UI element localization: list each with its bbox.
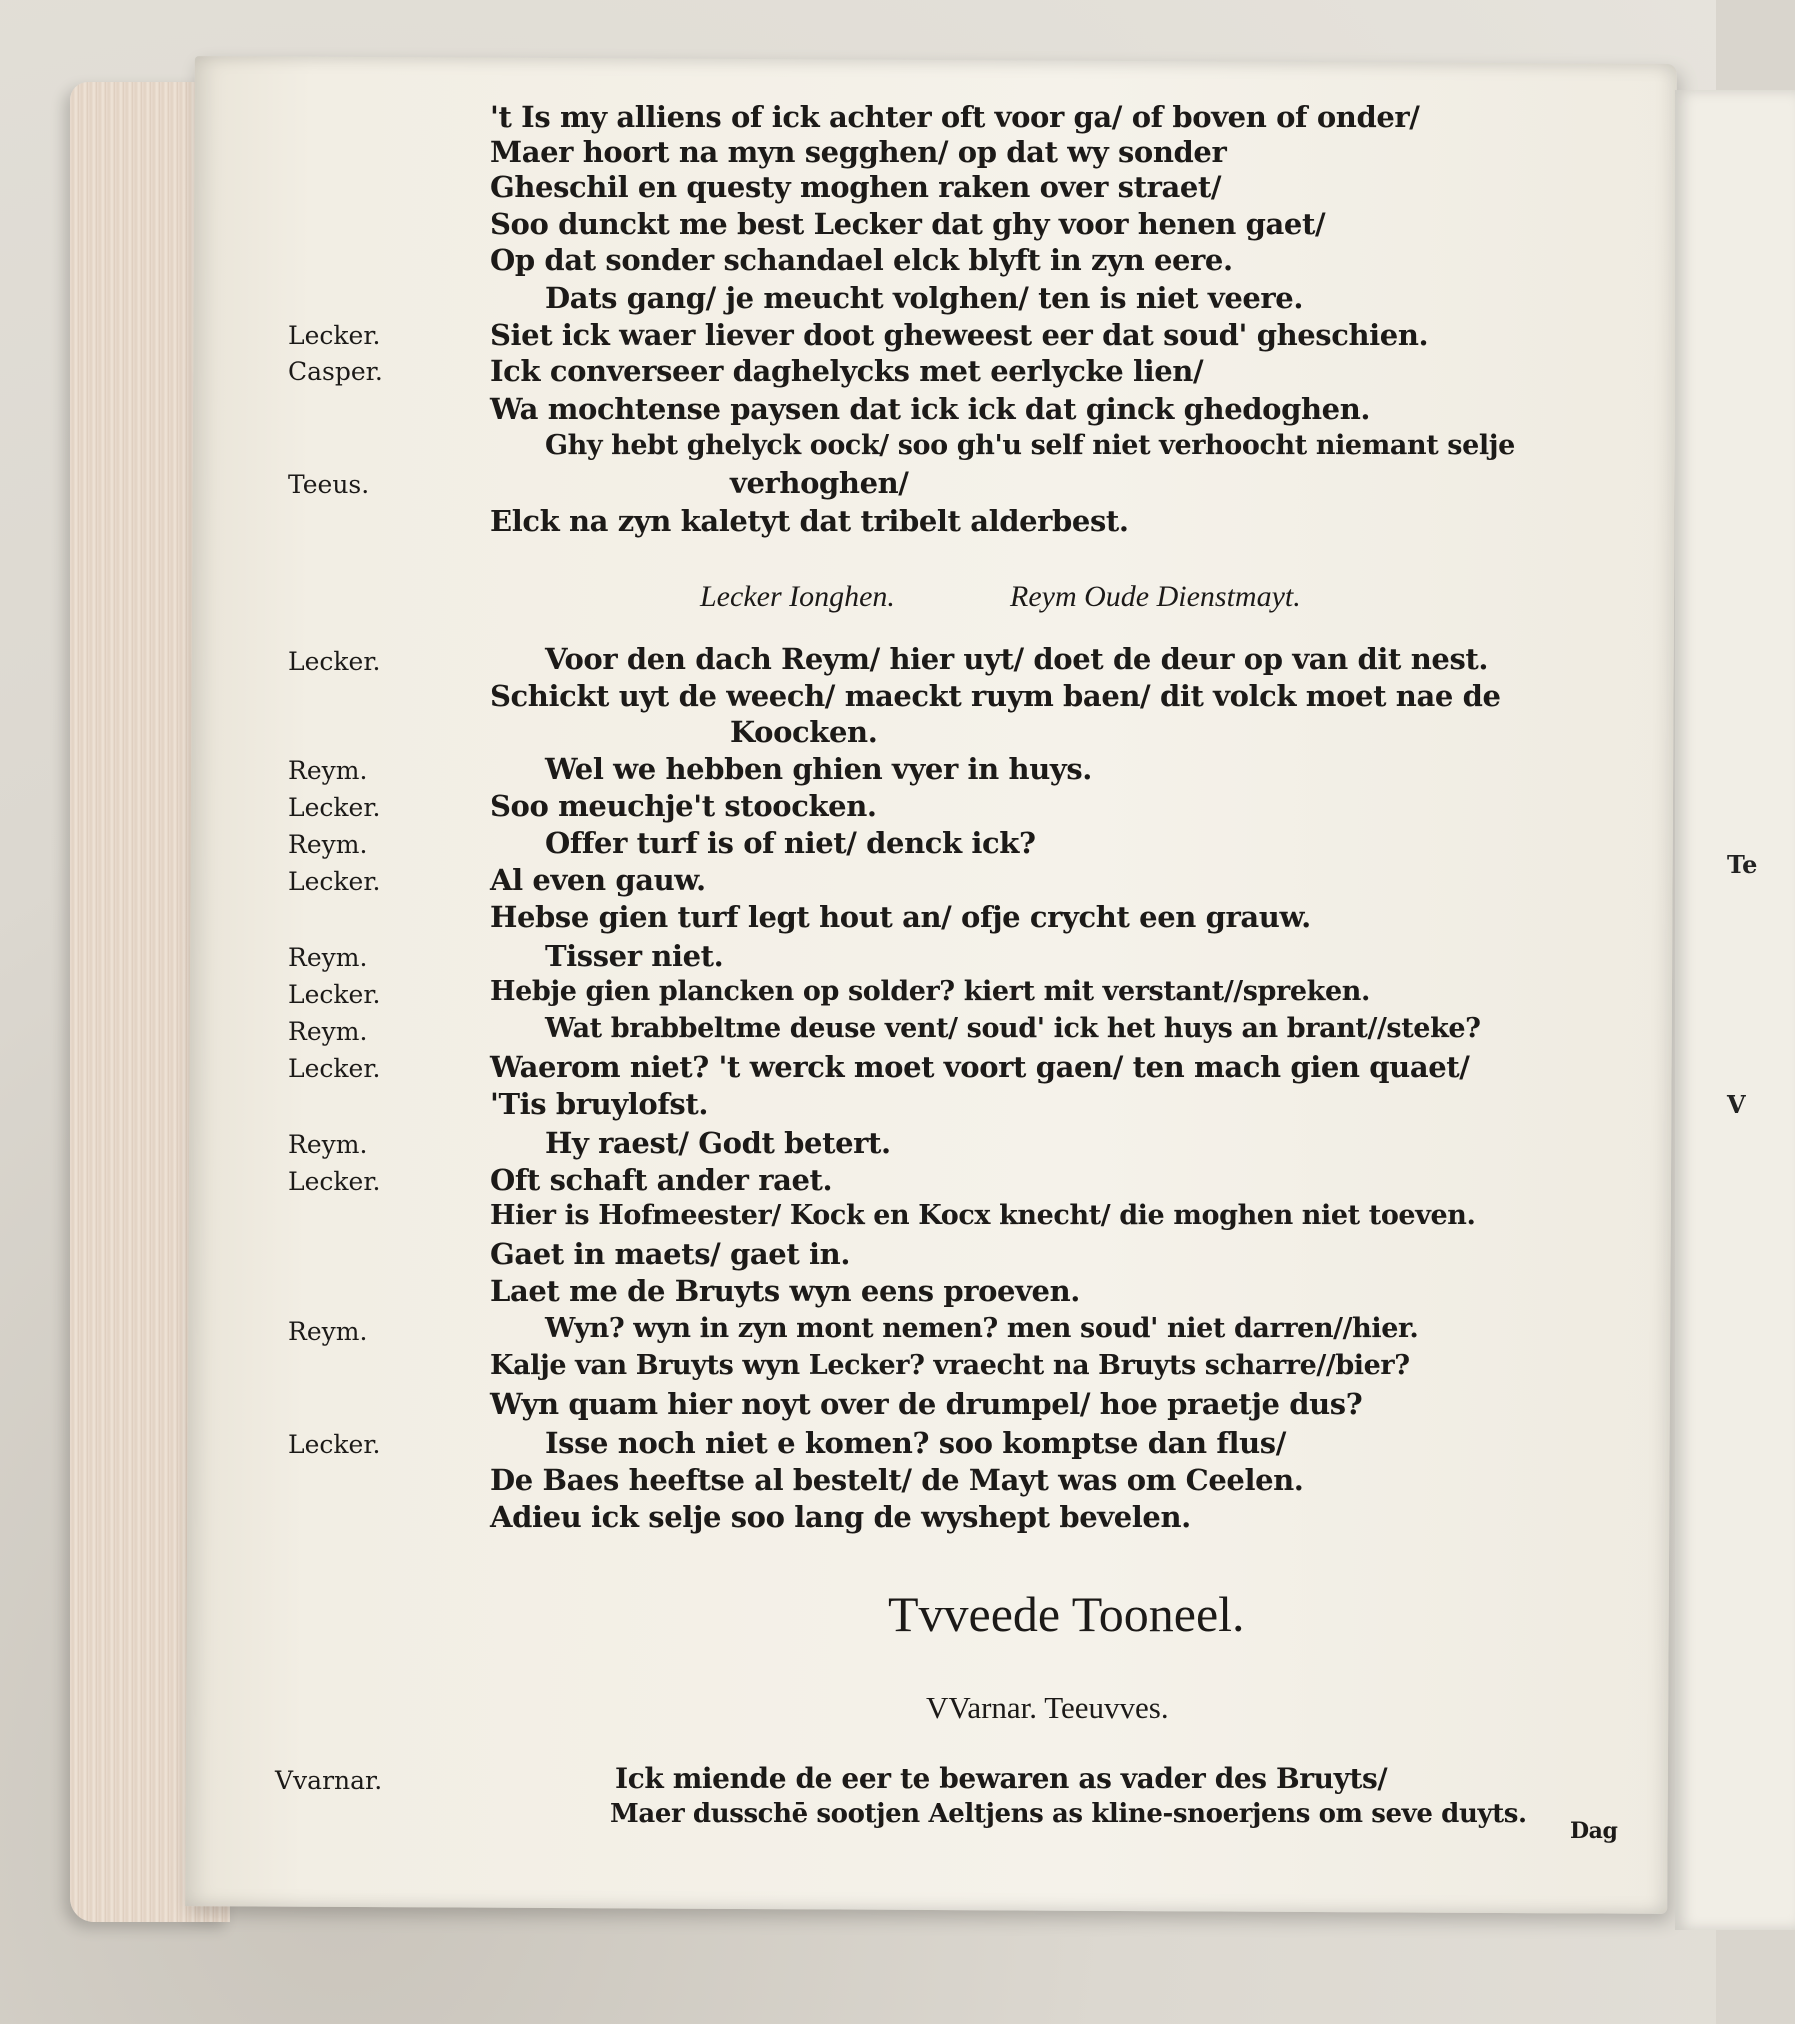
verse-line: Al even gauw. <box>490 863 706 897</box>
verse-line: Op dat sonder schandael elck blyft in zyn eere. <box>490 243 1233 277</box>
speaker-label: Reym. <box>288 1017 368 1046</box>
verse-line: Hy raest/ Godt betert. <box>545 1126 891 1160</box>
verse-line: Laet me de Bruyts wyn eens proeven. <box>490 1274 1080 1308</box>
speaker-label: Reym. <box>288 943 368 972</box>
verse-line: De Baes heeftse al bestelt/ de Mayt was om Ceelen. <box>490 1463 1304 1497</box>
speaker-label: Lecker. <box>288 1054 381 1083</box>
scene-cast-right: Reym Oude Dienstmayt. <box>1010 580 1301 613</box>
speaker-label: Lecker. <box>288 1167 381 1196</box>
verse-line: Dats gang/ je meucht volghen/ ten is niet veere. <box>545 281 1304 315</box>
facing-page-edge <box>1675 90 1795 1930</box>
verse-line: Wa mochtense paysen dat ick ick dat ginck ghedoghen. <box>490 392 1371 426</box>
scene-cast-left: Lecker Ionghen. <box>700 580 895 613</box>
verse-line: Elck na zyn kaletyt dat tribelt alderbest. <box>490 504 1129 538</box>
verse-line: Soo meuchje't stoocken. <box>490 789 877 823</box>
verse-line: Gheschil en questy moghen raken over straet/ <box>490 170 1222 204</box>
speaker-label: Lecker. <box>288 793 381 822</box>
verse-line: Maer dusschē sootjen Aeltjens as kline-snoerjens om seve duyts. <box>610 1799 1527 1829</box>
verse-line: 't Is my alliens of ick achter oft voor ga/ of boven of onder/ <box>490 100 1420 134</box>
speaker-label: Lecker. <box>288 1430 381 1459</box>
verse-line: Kalje van Bruyts wyn Lecker? vraecht na Bruyts scharre//bier? <box>490 1350 1410 1381</box>
verse-line: Hebje gien plancken op solder? kiert mit verstant//spreken. <box>490 976 1370 1007</box>
verse-line: Wat brabbeltme deuse vent/ soud' ick het huys an brant//steke? <box>545 1013 1481 1044</box>
verse-line: Adieu ick selje soo lang de wyshept bevelen. <box>490 1500 1191 1534</box>
verse-line: Isse noch niet e komen? soo komptse dan flus/ <box>545 1426 1286 1460</box>
speaker-label: Casper. <box>288 357 383 386</box>
verse-line: 'Tis bruylofst. <box>490 1087 709 1121</box>
verse-line: verhoghen/ <box>730 466 909 500</box>
verse-line: Siet ick waer liever doot gheweest eer dat soud' gheschien. <box>490 318 1429 352</box>
verse-line: Wyn quam hier noyt over de drumpel/ hoe praetje dus? <box>490 1387 1363 1421</box>
speaker-label: Reym. <box>288 830 368 859</box>
speaker-label: Lecker. <box>288 321 381 350</box>
verse-line: Ghy hebt ghelyck oock/ soo gh'u self niet verhoocht niemant selje <box>545 430 1515 461</box>
verse-line: Maer hoort na myn segghen/ op dat wy sonder <box>490 135 1227 169</box>
verse-line: Waerom niet? 't werck moet voort gaen/ ten mach gien quaet/ <box>490 1050 1470 1084</box>
verse-line: Oft schaft ander raet. <box>490 1163 833 1197</box>
scene-cast: VVarnar. Teeuvves. <box>926 1690 1169 1725</box>
verse-line: Hier is Hofmeester/ Kock en Kocx knecht/ die moghen niet toeven. <box>490 1200 1476 1231</box>
verse-line: Wel we hebben ghien vyer in huys. <box>545 752 1092 786</box>
verse-line: Hebse gien turf legt hout an/ ofje crycht een grauw. <box>490 900 1311 934</box>
verse-line: Koocken. <box>730 715 878 749</box>
verse-line: Ick converseer daghelycks met eerlycke lien/ <box>490 354 1204 388</box>
speaker-label: Lecker. <box>288 647 381 676</box>
verse-line: Schickt uyt de weech/ maeckt ruym baen/ dit volck moet nae de <box>490 679 1501 713</box>
speaker-label: Reym. <box>288 1317 368 1346</box>
verse-line: Voor den dach Reym/ hier uyt/ doet de deur op van dit nest. <box>545 642 1489 676</box>
verse-line: Offer turf is of niet/ denck ick? <box>545 826 1036 860</box>
speaker-label: Teeus. <box>288 470 370 499</box>
facing-page-glyph: V <box>1727 1090 1746 1119</box>
verse-line: Wyn? wyn in zyn mont nemen? men soud' niet darren//hier. <box>545 1313 1419 1344</box>
scene-title: Tvveede Tooneel. <box>888 1586 1245 1642</box>
speaker-label: Lecker. <box>288 867 381 896</box>
speaker-label: Reym. <box>288 1130 368 1159</box>
speaker-label: Lecker. <box>288 980 381 1009</box>
speaker-label: Reym. <box>288 756 368 785</box>
verse-line: Tisser niet. <box>545 939 724 973</box>
verse-line: Gaet in maets/ gaet in. <box>490 1237 851 1271</box>
facing-page-glyph: Te <box>1727 850 1758 879</box>
verse-line: Ick miende de eer te bewaren as vader des Bruyts/ <box>615 1762 1388 1795</box>
speaker-label: Vvarnar. <box>275 1766 383 1795</box>
verse-line: Soo dunckt me best Lecker dat ghy voor henen gaet/ <box>490 207 1326 241</box>
catchword: Dag <box>1570 1818 1618 1844</box>
